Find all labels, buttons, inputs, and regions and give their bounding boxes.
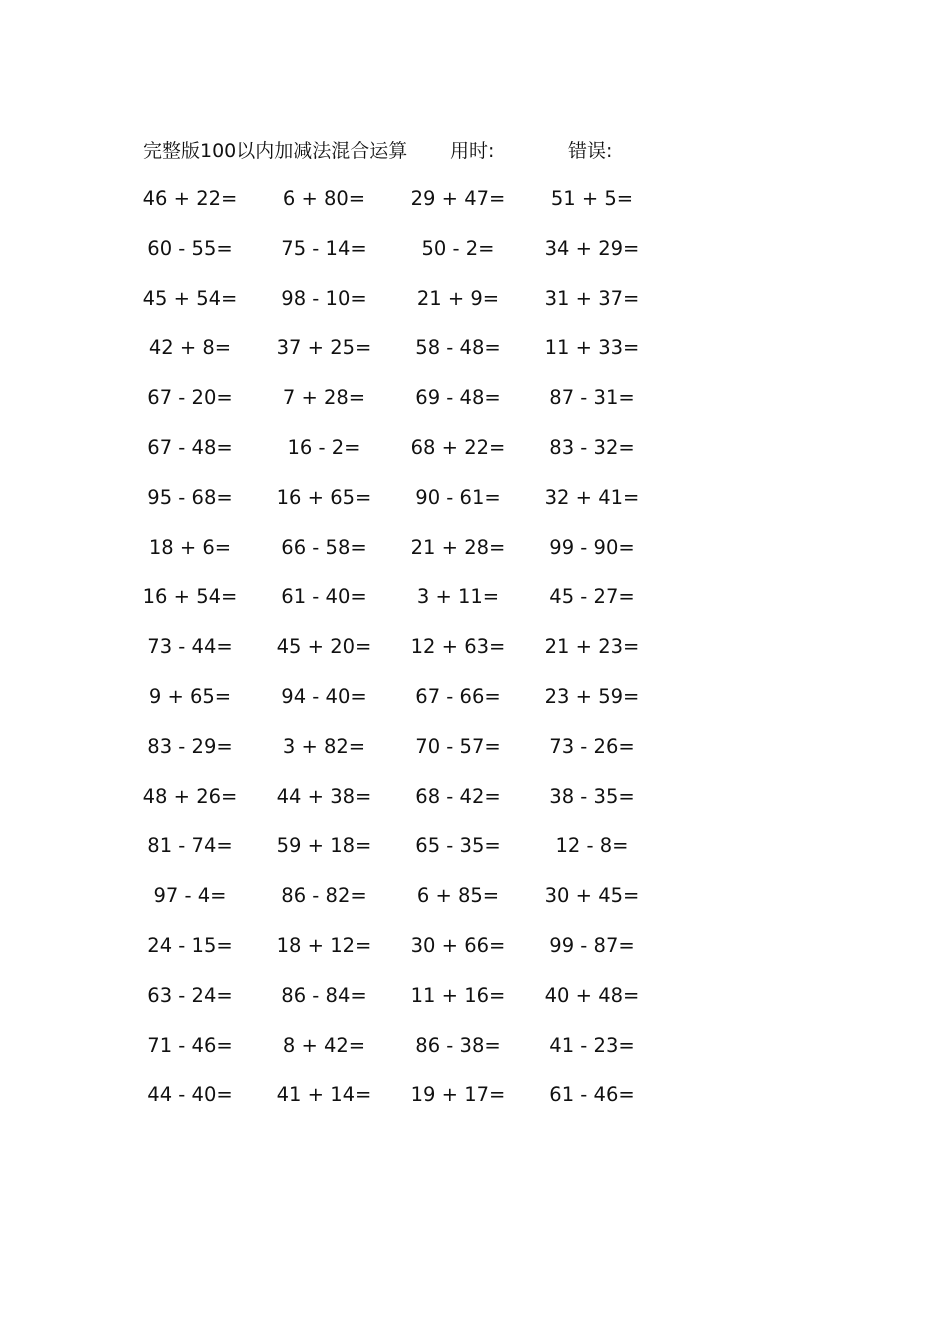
problem-cell: 9 + 65= <box>148 684 232 708</box>
problem-cell: 97 - 4= <box>153 884 227 908</box>
problem-cell: 81 - 74= <box>147 834 233 858</box>
problem-cell: 3 + 11= <box>416 585 500 609</box>
problem-cell: 19 + 17= <box>410 1083 506 1107</box>
problem-cell: 86 - 84= <box>281 983 367 1007</box>
problem-row <box>0 632 950 682</box>
problem-row <box>0 931 950 981</box>
problem-cell: 41 + 14= <box>276 1083 372 1107</box>
problem-cell: 18 + 12= <box>276 933 372 957</box>
problem-cell: 16 + 54= <box>142 585 238 609</box>
problem-cell: 51 + 5= <box>550 187 634 210</box>
problem-cell: 44 - 40= <box>147 1083 233 1107</box>
problem-cell: 75 - 14= <box>281 236 367 260</box>
problem-row <box>0 234 950 284</box>
problem-cell: 83 - 29= <box>147 734 233 758</box>
problem-row <box>0 682 950 732</box>
problem-row <box>0 433 950 483</box>
problem-cell: 61 - 40= <box>281 585 367 609</box>
problem-cell: 38 - 35= <box>549 784 635 808</box>
problem-cell: 61 - 46= <box>549 1083 635 1107</box>
problem-row <box>0 383 950 433</box>
problem-cell: 50 - 2= <box>421 236 495 260</box>
problem-cell: 21 + 23= <box>544 635 640 659</box>
problem-cell: 48 + 26= <box>142 784 238 808</box>
problem-cell: 99 - 87= <box>549 933 635 957</box>
problem-row <box>0 333 950 383</box>
problem-row <box>0 284 950 334</box>
problem-cell: 40 + 48= <box>544 983 640 1007</box>
problem-cell: 24 - 15= <box>147 933 233 957</box>
problem-cell: 99 - 90= <box>549 535 635 559</box>
problem-cell: 42 + 8= <box>148 336 232 360</box>
problem-cell: 11 + 33= <box>544 336 640 360</box>
problem-row <box>0 782 950 832</box>
problem-cell: 45 + 54= <box>142 286 238 310</box>
problem-cell: 21 + 28= <box>410 535 506 559</box>
problem-cell: 3 + 82= <box>282 734 366 758</box>
problem-cell: 29 + 47= <box>410 187 506 210</box>
problem-cell: 41 - 23= <box>549 1033 635 1057</box>
problem-cell: 83 - 32= <box>549 435 635 459</box>
problem-cell: 31 + 37= <box>544 286 640 310</box>
problem-cell: 45 - 27= <box>549 585 635 609</box>
problem-cell: 30 + 45= <box>544 884 640 908</box>
problem-row <box>0 732 950 782</box>
problem-cell: 86 - 38= <box>415 1033 501 1057</box>
problem-cell: 16 - 2= <box>287 435 361 459</box>
problem-row <box>0 1031 950 1081</box>
problem-cell: 98 - 10= <box>281 286 367 310</box>
problem-cell: 73 - 44= <box>147 635 233 659</box>
problem-cell: 16 + 65= <box>276 485 372 509</box>
problem-row <box>0 831 950 881</box>
problem-cell: 11 + 16= <box>410 983 506 1007</box>
problem-cell: 70 - 57= <box>415 734 501 758</box>
problem-cell: 12 - 8= <box>555 834 629 858</box>
problem-cell: 8 + 42= <box>282 1033 366 1057</box>
problem-cell: 87 - 31= <box>549 386 635 410</box>
worksheet-header <box>0 136 950 166</box>
problem-cell: 37 + 25= <box>276 336 372 360</box>
problem-cell: 66 - 58= <box>281 535 367 559</box>
problem-row <box>0 184 950 234</box>
problem-cell: 95 - 68= <box>147 485 233 509</box>
problem-row <box>0 483 950 533</box>
problem-grid <box>0 184 950 1130</box>
problem-cell: 67 - 66= <box>415 684 501 708</box>
problem-cell: 86 - 82= <box>281 884 367 908</box>
problem-cell: 65 - 35= <box>415 834 501 858</box>
problem-cell: 69 - 48= <box>415 386 501 410</box>
problem-cell: 12 + 63= <box>410 635 506 659</box>
problem-row <box>0 533 950 583</box>
errors-label: 错误: <box>568 140 613 162</box>
problem-cell: 63 - 24= <box>147 983 233 1007</box>
problem-row <box>0 981 950 1031</box>
problem-cell: 90 - 61= <box>415 485 501 509</box>
problem-cell: 23 + 59= <box>544 684 640 708</box>
problem-cell: 6 + 80= <box>282 187 366 210</box>
problem-cell: 67 - 48= <box>147 435 233 459</box>
time-label: 用时: <box>450 140 495 162</box>
problem-cell: 71 - 46= <box>147 1033 233 1057</box>
problem-cell: 32 + 41= <box>544 485 640 509</box>
problem-cell: 94 - 40= <box>281 684 367 708</box>
problem-cell: 67 - 20= <box>147 386 233 410</box>
problem-row <box>0 1080 950 1130</box>
problem-cell: 18 + 6= <box>148 535 232 559</box>
problem-cell: 46 + 22= <box>142 187 238 210</box>
problem-cell: 30 + 66= <box>410 933 506 957</box>
problem-cell: 68 + 22= <box>410 435 506 459</box>
problem-cell: 60 - 55= <box>147 236 233 260</box>
problem-cell: 45 + 20= <box>276 635 372 659</box>
problem-cell: 58 - 48= <box>415 336 501 360</box>
problem-cell: 34 + 29= <box>544 236 640 260</box>
problem-cell: 6 + 85= <box>416 884 500 908</box>
problem-row <box>0 881 950 931</box>
problem-cell: 21 + 9= <box>416 286 500 310</box>
problem-row <box>0 582 950 632</box>
problem-cell: 44 + 38= <box>276 784 372 808</box>
worksheet-title: 完整版100以内加减法混合运算 <box>143 140 408 162</box>
problem-cell: 7 + 28= <box>282 386 366 410</box>
problem-cell: 73 - 26= <box>549 734 635 758</box>
problem-cell: 59 + 18= <box>276 834 372 858</box>
problem-cell: 68 - 42= <box>415 784 501 808</box>
